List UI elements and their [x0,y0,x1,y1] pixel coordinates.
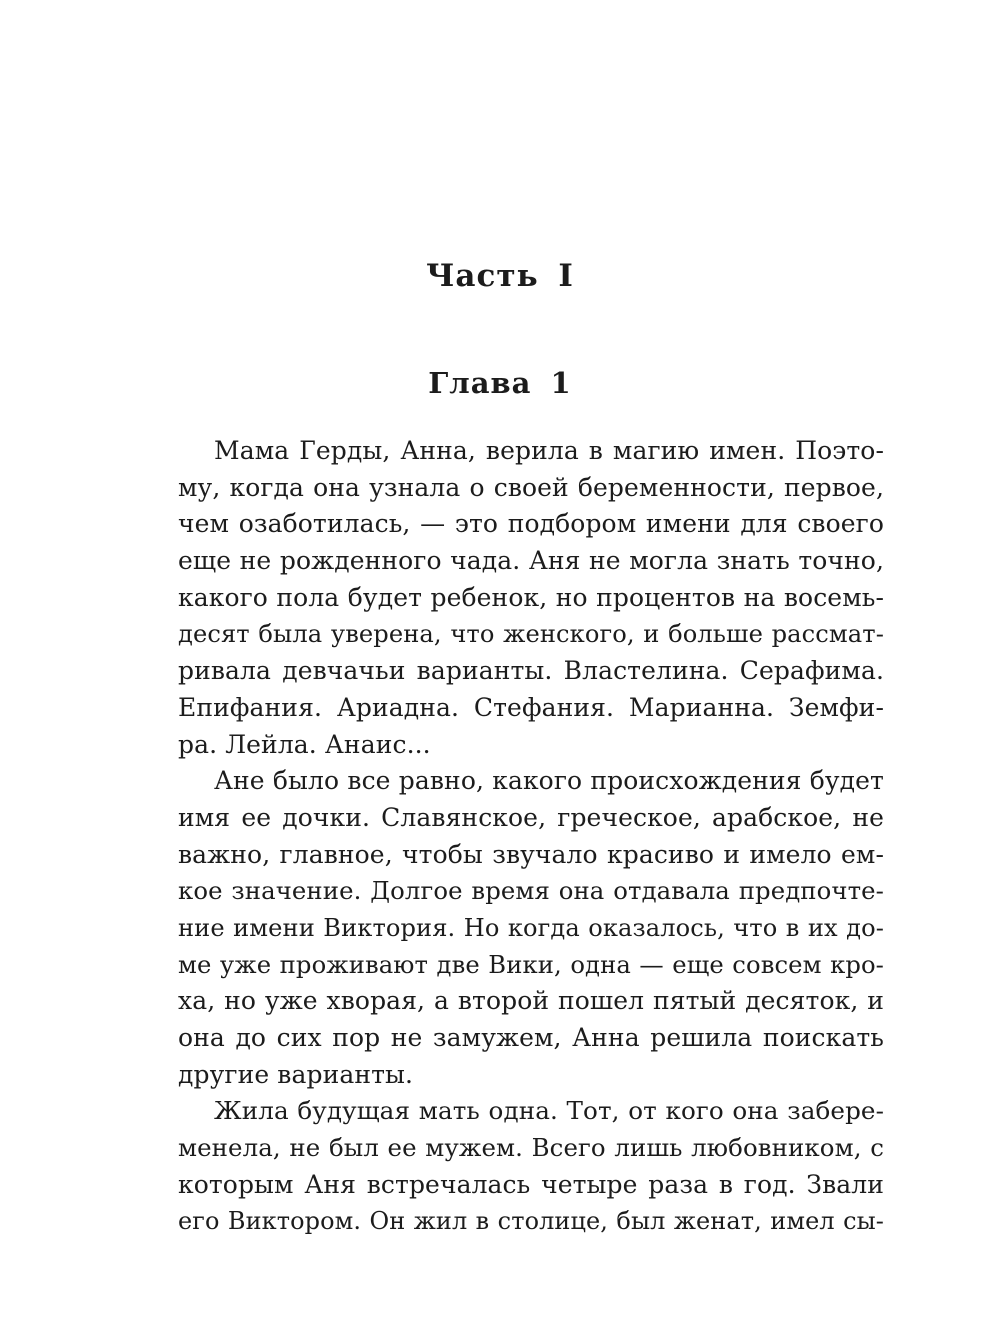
text-line: ха, но уже хворая, а второй пошел пятый десяток, и [178,986,884,1016]
text-line: ние имени Виктория. Но когда оказалось, что в их до- [178,913,884,942]
text-line: менела, не был ее мужем. Всего лишь любовником, с [178,1133,884,1163]
text-line: его Виктором. Он жил в столице, был женат, имел сы- [178,1207,884,1236]
text-line: Мама Герды, Анна, верила в магию имен. Поэто- [214,436,884,465]
text-line: му, когда она узнала о своей беременности, первое, [178,472,884,502]
text-line: имя ее дочки. Славянское, греческое, арабское, не [178,802,884,832]
paragraph-2 [178,763,884,1093]
text-line: еще не рожденного чада. Аня не могла знать точно, [178,546,884,576]
text-line: кое значение. Долгое время она отдавала предпочте- [178,876,884,906]
text-line: ривала девчачьи варианты. Властелина. Серафима. [178,656,884,686]
text-line: она до сих пор не замужем, Анна решила поискать [178,1023,884,1052]
paragraph-3 [178,1093,884,1240]
text-line: которым Аня встречалась четыре раза в год. Звали [178,1169,884,1199]
body-text [178,433,884,1240]
text-line: чем озаботилась, — это подбором имени для своего [178,509,884,539]
text-line: Ане было все равно, какого происхождения будет [214,766,884,796]
text-line: важно, главное, чтобы звучало красиво и имело ем- [178,839,884,869]
text-line: другие варианты. [178,1059,414,1089]
text-line: десят была уверена, что женского, и больше рассмат- [178,620,884,649]
text-line: Жила будущая мать одна. Тот, от кого она забере- [214,1096,884,1126]
text-line: какого пола будет ребенок, но процентов на восемь- [178,582,884,612]
chapter-title: Глава 1 [428,366,572,400]
text-line: Епифания. Ариадна. Стефания. Марианна. Земфи- [178,692,884,722]
text-line: ме уже проживают две Вики, одна — еще совсем кро- [178,949,884,979]
text-line: ра. Лейла. Анаис... [178,729,431,759]
paragraph-1 [178,433,884,763]
part-title: Часть I [426,258,574,294]
